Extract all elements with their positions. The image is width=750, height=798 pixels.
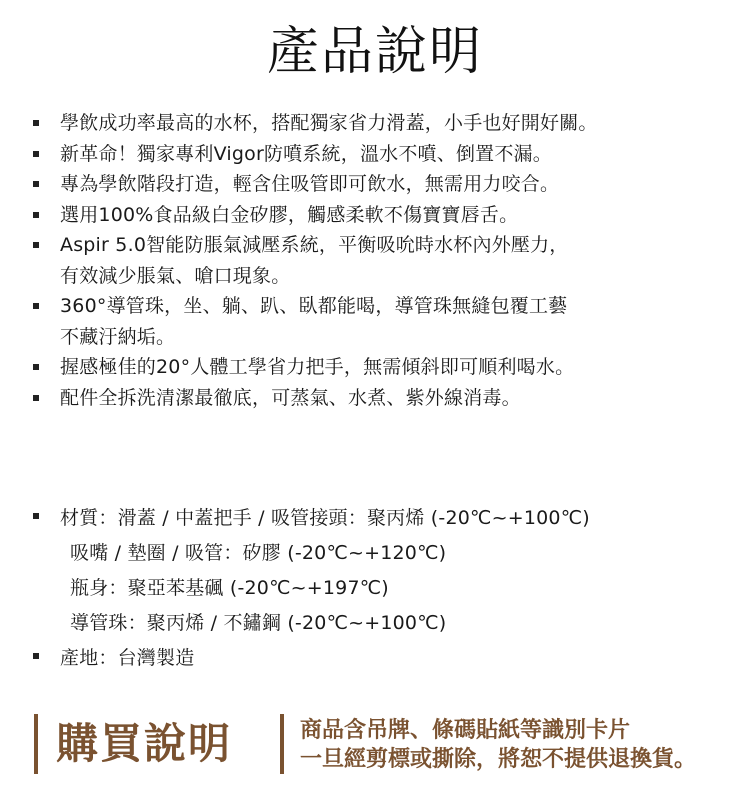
feature-item <box>0 169 750 200</box>
bullet-icon <box>33 303 39 309</box>
bullet-icon <box>33 364 39 370</box>
bullet-icon <box>33 212 39 218</box>
feature-text: 握感極佳的20°人體工學省力把手，無需傾斜即可順利喝水。 <box>60 356 575 378</box>
feature-text: 選用100%食品級白金矽膠，觸感柔軟不傷寶寶唇舌。 <box>60 203 519 226</box>
feature-text: 配件全拆洗清潔最徹底，可蒸氣、水煮、紫外線消毒。 <box>60 386 521 409</box>
purchase-title: 購買說明 <box>56 719 233 768</box>
feature-item <box>0 230 750 291</box>
bullet-icon <box>33 151 39 157</box>
bullet-icon <box>33 181 39 187</box>
feature-text: 新革命！獨家專利Vigor防噴系統，溫水不噴、倒置不漏。 <box>60 142 552 165</box>
origin-text: 產地：台灣製造 <box>60 647 195 669</box>
feature-item <box>0 291 750 352</box>
material-line: 瓶身：聚亞苯基碸 (-20℃~+197℃) <box>70 577 389 599</box>
notice-line: 一旦經剪標或撕除，將恕不提供退換貨。 <box>300 747 697 772</box>
spec-list <box>0 501 750 676</box>
material-label: 材質：滑蓋 / 中蓋把手 / 吸管接頭：聚丙烯 (-20℃~+100℃) <box>60 507 590 529</box>
bullet-icon <box>33 120 39 126</box>
feature-item <box>0 108 750 139</box>
bullet-icon <box>33 242 39 248</box>
feature-text-continued: 不藏汙納垢。 <box>60 325 176 348</box>
feature-list <box>0 108 750 413</box>
spec-material <box>0 501 750 641</box>
material-line: 導管珠：聚丙烯 / 不鏽鋼 (-20℃~+100℃) <box>70 612 447 634</box>
divider <box>34 714 38 774</box>
bullet-icon <box>33 653 39 659</box>
feature-text: 學飲成功率最高的水杯，搭配獨家省力滑蓋，小手也好開好關。 <box>60 112 598 134</box>
divider <box>280 714 284 774</box>
feature-text: 360°導管珠，坐、躺、趴、臥都能喝，導管珠無縫包覆工藝 <box>60 295 568 317</box>
feature-item <box>0 200 750 231</box>
page-title: 產品說明 <box>266 22 483 82</box>
spec-origin <box>0 641 750 676</box>
feature-item <box>0 139 750 170</box>
feature-text: 專為學飲階段打造，輕含住吸管即可飲水，無需用力咬合。 <box>60 173 560 195</box>
feature-item <box>0 352 750 383</box>
purchase-notice <box>300 716 696 774</box>
bullet-icon <box>33 513 39 519</box>
feature-text-continued: 有效減少脹氣、嗆口現象。 <box>60 264 291 287</box>
feature-item <box>0 383 750 414</box>
purchase-section <box>0 712 750 776</box>
notice-line: 商品含吊牌、條碼貼紙等識別卡片 <box>300 718 631 743</box>
feature-text: Aspir 5.0智能防脹氣減壓系統，平衡吸吮時水杯內外壓力， <box>60 234 569 256</box>
material-line: 吸嘴 / 墊圈 / 吸管：矽膠 (-20℃~+120℃) <box>70 542 447 564</box>
bullet-icon <box>33 395 39 401</box>
